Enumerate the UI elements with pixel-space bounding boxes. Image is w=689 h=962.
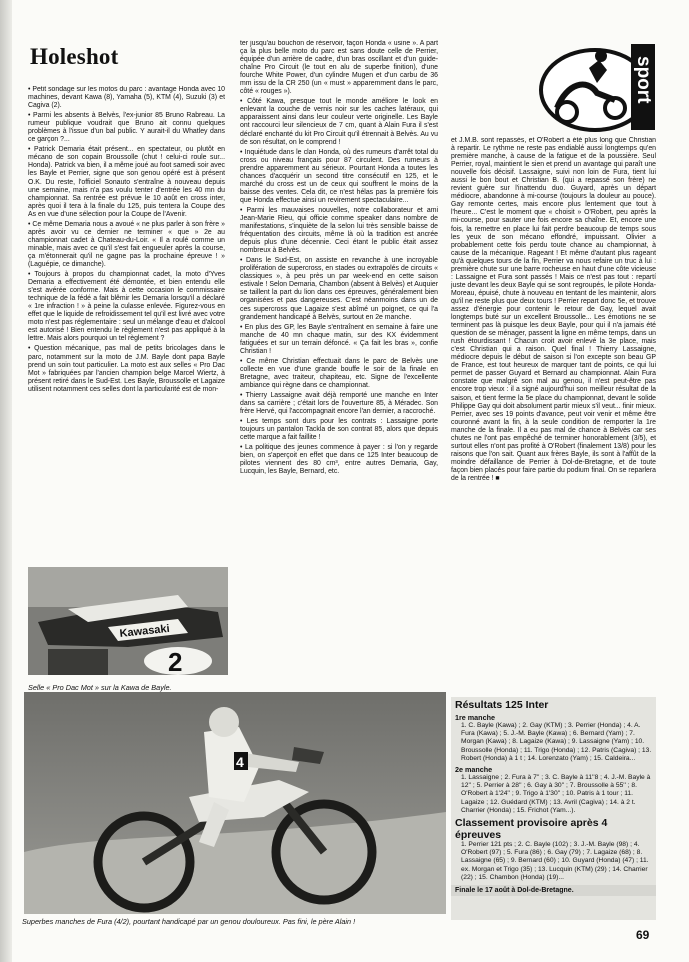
paragraph: • Côté Kawa, presque tout le monde améliore le look en enlevant la couche de vernis noir sur les caches latéraux, qui apparaissent ainsi dans leur couleur verte originelle. Les Bayle ont raccourci leur silencieux de 7 cm, quant à Alain Fura il s'est déclaré enchanté du kit Pro Circuit qu'il étrennait à Belvès. Au vu de son résultat, on le comprend ! xyxy=(240,98,438,146)
manche-1-label: 1re manche xyxy=(455,713,495,722)
paragraph: • Parmi les mauvaises nouvelles, notre collaborateur et ami Jean-Marie Rieu, qui officie comme speaker dans nombre de manifestations, s'inquiète de la selon lui très sensible baisse de fréquentation des circuits, même là où la tradition est ancrée depuis plus d'une décennie. Ceci étant le public était assez nombreux à Belvès. xyxy=(240,206,438,255)
logo-text: sport xyxy=(633,56,654,104)
paragraph: • Thierry Lassaigne avait déjà remporté une manche en Inter dans sa carrière ; c'était lors de l'ouverture 85, à Méradec. Son frère Hervé, qui l'accompagnait encore l'an dernier, a raccroché. xyxy=(240,391,438,416)
finale-note: Finale le 17 août à Dol-de-Bretagne. xyxy=(451,885,656,896)
classement-results: 1. Perrier 121 pts ; 2. C. Bayle (102) ; 3. J.-M. Bayle (98) ; 4. O'Robert (97) ; 5. Fura (86) ; 6. Gay (79) ; 7. Lagaize (68) ; 8. Lassaigne (65) ; 9. Bernard (60) ; 10. Guyard (Honda) (47) ; 11. ex. Morgan et Trigo (35) ; 13. Lucquin (KTM) (29) ; 14. Charrier (22) ; 15. Chambon (Honda) (19)... xyxy=(461,841,649,881)
paragraph: • Toujours à propos du championnat cadet, la moto d'Yves Demaria a effectivement été démontée, et bien entendu elle s'est avérée conforme. Mais à cette occasion le commissaire technique de la fédé a fait blêmir les Demaria lorsqu'il a déclaré « 1re infraction ! » à peine la culasse enlevée. Figurez-vous en effet que le liquide de refroidissement tel qu'il est livré avec votre moto n'est pas réglementaire : seul un mélange d'eau et d'alcool est autorisé ! Bien entendu le règlement n'est pas appliqué à la lettre. Mais alors pourquoi un tel règlement ? xyxy=(28,271,225,343)
photo-caption-1: Selle « Pro Dac Mot » sur la Kawa de Bayle. xyxy=(28,683,172,692)
classement-title: Classement provisoire après 4 épreuves xyxy=(455,817,608,842)
plate-number: 2 xyxy=(168,647,183,675)
manche-1-results: 1. C. Bayle (Kawa) ; 2. Gay (KTM) ; 3. Perrier (Honda) ; 4. A. Fura (Kawa) ; 5. J.-M. Bayle (Kawa) ; 6. Bernard (Yam) ; 7. Morgan (Kawa) ; 8. Lagaize (Kawa) ; 9. Lassaigne (Yam) ; 10. Broussolle (Honda) ; 11. Trigo (Honda) ; 12. Patris (Cagiva) ; 13. Robert (Honda) à 1 t ; 14. Lorenzato (Yam) ; 15. Caldeira... xyxy=(461,722,652,762)
article-column-1 xyxy=(28,86,225,566)
paragraph: • Ce même Christian effectuait dans le parc de Belvès une collecte en vue d'une grande bouffe le soir de la finale en Bretagne, avec traiteur, chapiteau, etc. Signe de l'excellente ambiance qui règne dans ce championnat. xyxy=(240,357,438,389)
results-box xyxy=(451,697,656,920)
photo-fura-motocross xyxy=(24,692,446,914)
paragraph: • Inquiétude dans le clan Honda, où des rumeurs d'arrêt total du cross ou niveau français pour 87 circulent. Des rumeurs à prendre apparemment au sérieux. Pourtant Honda a toutes les chances d'acquérir un second titre consécutif en 125, et le marché du cross est un de ceux qui souffrent le moins de la baisse des ventes. Cela dit, ce n'est hélas pas la première fois que Honda effectue ainsi un revirement spectaculaire... xyxy=(240,148,438,204)
paragraph: • Parmi les absents à Belvès, l'ex-junior 85 Bruno Rabreau. La rumeur publique voudrait que Bruno ait connu quelques problèmes à l'issue d'un bal public. Y aurait-il du Whatley dans ce garçon ?... xyxy=(28,112,225,144)
manche-2-results: 1. Lassaigne ; 2. Fura à 7'' ; 3. C. Bayle à 11''8 ; 4. J.-M. Bayle à 12'' ; 5. Perrier à 28'' ; 6. Gay à 30'' ; 7. Broussolle à 55'' ; 8. O'Robert à 1'24'' ; 9. Trigo à 1'30'' ; 10. Patris à 1 tour ; 11. Lagaize ; 12. Guédard (KTM) ; 13. Avril (Cagiva) ; 14. à 2 t. Charrier (Honda) ; 15. Frichot (Yam...). xyxy=(461,774,651,814)
article-title: Holeshot xyxy=(30,44,119,69)
paragraph: ter jusqu'au bouchon de réservoir, façon Honda « usine ». A part ça la plus belle moto du parc est sans doute celle de Perrier, équipée d'un arrière de cadre, d'un bras oscillant et d'un guide-chaîne Pro Circuit (le tout en alu de superbe finition), d'une fourche White Power, d'un cylindre Mugen et d'un carbu de 36 mm issu de la CR 250 (un « must » apparemment dans le parc, côté « rouges »). xyxy=(240,40,438,96)
manche-2-label: 2e manche xyxy=(455,765,493,775)
paragraph: • Patrick Demaria était présent... en spectateur, ou plutôt en mécano de son copain Broussolle (chut ! celui-ci roule sur... Honda). Patrick va bien, il a même joué au foot samedi soir avec les Bayle et Perrier, signe que son genou opéré est à présent O.K. Du reste, l'officiel Sonauto s'entraîne à nouveau depuis une semaine, mais n'a pas voulu tenter d'entrée les 40 mn du championnat. Sa rentrée est prévue le 10 août en cross inter, après quoi il tera à la finale du 125, puis tentera la Coupe des As en vue d'une sélection pour la Coupe de l'Avenir. xyxy=(28,146,225,218)
bike-brand-text: Kawasaki xyxy=(119,622,171,640)
results-title: Résultats 125 Inter xyxy=(455,699,549,711)
sport-logo xyxy=(537,38,659,133)
paragraph: • Question mécanique, pas mal de petits bricolages dans le parc, notamment sur la moto de J.M. Bayle dont papa Bayle prend un soin tout particulier. La moto est aux selles « Pro Dac Mot » fabriquées par l'ancien champion belge Marcel Wiertz, à présent retiré dans le Sud-Est. Les Bayle, Broussolle et Lagaize utilisent notamment ces selles dont la particularité est de mon- xyxy=(28,345,225,393)
photo-caption-2: Superbes manches de Fura (4/2), pourtant handicapé par un genou douloureux. Pas fini, le père Alain ! xyxy=(22,917,356,926)
photo-kawa-seat xyxy=(28,567,228,675)
rider-number: 4 xyxy=(236,754,244,770)
paragraph: et J.M.B. sont repassés, et O'Robert a été plus long que Christian à repartir. Le rythme ne reste pas endiablé aussi longtemps qu'en première manche, à cause de la fatigue et de la poussière. Seul Perrier, royal, maintient le sien et prend un avantage qui paraît une nouvelle fois décisif. Lassaigne, suivi non loin de Fura, tient lui aussi le bon bout et Christian B. (qui a repassé son frère) ne revient guère sur l'inattendu duo. Guyard, après un départ médiocre, abandonne à mi-course (toujours la douleur au pouce). Gay remonte certes, mais encore plus lentement que tout à l'heure... C'est le moment que « choisit » O'Robert, peu après la mi-course, pour sauter une fois encore sa chaîne. Et, encore une fois, la remettre en place lui fait perdre beaucoup de temps sous les yeux de son mécano effondré, impuissant. Olivier a probablement cette fois perdu toute chance au championnat, à cause de la mécanique. Rageant ! Et même d'autant plus rageant qu'à quelques tours de la fin, Perrier va nous refaire un truc à lui : première chute sur une barre rocheuse en haut d'une côte vicieuse : Lassaigne et Fura sont passés ! Mais ce n'est pas tout : repartí juste devant les deux Bayle qui se sont regroupés, le pilote Honda-Moreau, épuisé, chute à nouveau en tentant de les maintenir, alors qu'il ne reste plus que deux tours ! Perrier repart donc 5e, et trouve assez d'énergie pour contenir le retour de Gay, lequel avait longtemps buté sur un excellent Broussolle... Les émotions ne se terminent pas là puisque les deux Bayle, pour qui il n'a jamais été question de se ménager, passent la ligne en même temps, dans un rush étourdissant ! Chacun croit avoir enlevé la 3e place, mais c'est Christian qui a raison. Quel final ! Thierry Lassaigne, médiocre depuis le début de saison si l'on excepte son beau GP de France, est tout heureux de marquer tant de points, ce qui lui permet de passer Guyard et Bernard au championnat. Alain Fura constate que malgré son mal au genou, il n'est peut-être pas encore trop vieux : il a signé aujourd'hui son meilleur résultat de la saison, et tient ferme la 5e place du championnat, devant le solide Philippe Gay qui doit absolument partir mieux s'il veut... finir mieux. Perrier, avec ses 19 points d'avance, peut voir venir et même être couronné avant la fin, à la seule condition de remporter la 1re manche de la finale. Il a eu pas mal de chance à Belvès car ses chutes ne l'ont pas empêché de terminer honorablement (3/5), et surtout elles n'ont pas profité à O'Robert (finalement 13/8) pour les raisons que l'on sait. Quant aux frères Bayle, ils sont à l'affût de la moindre défaillance de Perrier à Dol-de-Bretagne, et de toute façon bien placés pour faire partie du podium final. On se reparlera de la rentrée ! ■ xyxy=(451,137,656,482)
paragraph: • Petit sondage sur les motos du parc : avantage Honda avec 10 machines, devant Kawa (8), Yamaha (5), KTM (4), Suzuki (3) et Cagiva (2). xyxy=(28,86,225,110)
article-column-3 xyxy=(451,137,656,692)
paragraph: • Dans le Sud-Est, on assiste en revanche à une incroyable prolifération de supercross, en stades ou extrapolés de circuits « classiques », à peu près un par week-end en cette saison estivale ! Selon Demaria, Chambon (absent à Belvès) et Auquier se taillent la part du lion dans ces épreuves, généralement bien organisées et pas dangereuses. C'est néanmoins dans un de ces supercross que Lagaize s'est abîmé un poignet, ce qui l'a grandement handicapé à Belvès, surtout en 2e manche. xyxy=(240,257,438,321)
paragraph: • La politique des jeunes commence à payer : si l'on y regarde bien, on s'aperçoit en effet que dans ce 125 Inter beaucoup de pilotes viennent des 80 cm³, entre autres Demaria, Gay, Lucquin, les Bayle, Bernard, etc. xyxy=(240,444,438,476)
article-column-2 xyxy=(240,40,438,690)
paragraph: • Les temps sont durs pour les contrats : Lassaigne porte toujours un pantalon Tackla de son contrat 85, alors que depuis cette marque a fait faillite ! xyxy=(240,418,438,442)
paragraph: • Ce même Demaria nous a avoué « ne plus parler à son frère » après avoir vu ce dernier ne terminer « que » 2e au championnat cadet à Chateau-du-Loir. « Il a roulé comme un minable, mais avec ce qu'il s'est fait engueuler après la course, ça m'étonnerait qu'il ne gagne pas la prochaine épreuve ! » (Laguépie, ce dimanche). xyxy=(28,220,225,268)
paragraph: • En plus des GP, les Bayle s'entraînent en semaine à faire une manche de 40 mn chaque matin, sur des KX évidemment fatiguées et sur un terrain défoncé. « Ça fait les bras », confie Christian ! xyxy=(240,323,438,355)
page-spine-shadow xyxy=(0,0,12,962)
page-number: 69 xyxy=(636,928,650,942)
